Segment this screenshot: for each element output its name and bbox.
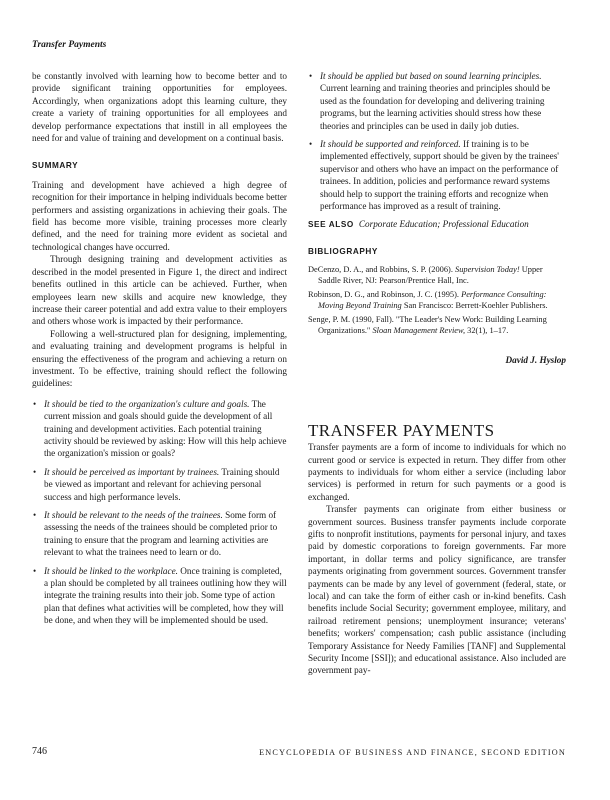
article-title: TRANSFER PAYMENTS: [308, 420, 495, 440]
bib-author: Robinson, D. G., and Robinson, J. C. (1995).: [308, 290, 462, 300]
guideline-item: [32, 466, 287, 503]
summary-paragraph-1: Training and development have achieved a high degree of recognition for their importance in helping individuals become better performers and assisting organizations in achieving their goals. The field has become more visible, training processes more clearly defined, and the need for training more evident as societal and technological changes have occurred.: [32, 179, 287, 252]
summary-paragraph-2: Through designing training and development activities as described in the model presented in Figure 1, the direct and indirect benefits outlined in this article can be achieved. Further, when employees learn new skills and acquire new knowledge, they increase their career potential and add extra value to their employers and others whose work is impacted by their performance.: [32, 254, 287, 327]
bib-title: Performance Consulting: Moving Beyond Training: [318, 290, 547, 311]
guideline-lead: It should be applied but based on sound learning principles.: [320, 71, 542, 81]
bib-title: Supervision Today!: [455, 265, 520, 275]
see-also-refs[interactable]: Corporate Education; Professional Education: [358, 219, 529, 230]
bib-title: Sloan Management Review,: [372, 326, 466, 336]
guideline-item: [32, 398, 287, 460]
guideline-text: If training is to be implemented effectively, support should be given by the trainees' supervisor and others who have an impact on the performance of trainees. In addition, policies and performance reward systems should help to support the training efforts and recognize when performance has improved as a result of training.: [320, 139, 559, 212]
page-number: 746: [32, 746, 47, 757]
guideline-item: [32, 509, 287, 559]
guidelines-list-right: [308, 70, 566, 212]
bib-publisher: Upper Saddle River, NJ: Pearson/Prentice Hall, Inc.: [318, 265, 543, 286]
author-signature: David J. Hyslop: [505, 355, 566, 366]
running-head: Transfer Payments: [32, 40, 107, 50]
guidelines-list-left: [32, 398, 287, 627]
article-paragraph-2: Transfer payments can originate from either business or government sources. Business transfer payments include corporate gifts to nonprofit institutions, payments for personal injury, and taxes paid by domestic corporations to foreign governments. Far more important, in dollar terms and policy significance, are transfer payments originating from government sources. Government transfer payments can be made by any level of government (federal, state, or local) and can take the form of either cash or in-kind benefits. Cash benefits include Social Security; government employee, military, and railroad retirement pensions; unemployment insurance; veterans' benefits; workers' compensation; cash public assistance (including Temporary Assistance for Needy Families [TANF] and Supplemental Security Income [SSI]); and educational assistance. Also included are government pay-: [308, 504, 566, 676]
guideline-text: The current mission and goals should guide the development of all training and development activities. Each potential training activity should be reviewed by asking: How will this help achieve the organization's mission or goals?: [44, 398, 287, 459]
guideline-item: [308, 138, 566, 212]
guideline-text: Some form of assessing the needs of the trainees should be completed prior to training to ensure that the program and learning activities are relevant to what the trainees need to learn or do.: [44, 510, 278, 558]
bib-author: DeCenzo, D. A., and Robbins, S. P. (2006).: [308, 265, 456, 275]
bibliography-entry: [308, 264, 566, 286]
book-title: ENCYCLOPEDIA OF BUSINESS AND FINANCE, SECOND EDITION: [259, 748, 566, 757]
right-column: [308, 70, 566, 677]
guideline-lead: It should be linked to the workplace.: [44, 565, 178, 576]
guideline-item: [308, 70, 566, 132]
guideline-text: Training should be viewed as important and relevant for achieving personal success and high performance levels.: [44, 466, 280, 502]
bibliography-heading: BIBLIOGRAPHY: [308, 246, 378, 256]
guideline-lead: It should be perceived as important by trainees.: [44, 466, 220, 477]
bib-publisher: San Francisco: Berrett-Koehler Publishers.: [401, 301, 548, 311]
intro-paragraph: be constantly involved with learning how to become better and to provide significant training opportunities for employees. Accordingly, when organizations adopt this learning culture, they create a variety of training opportunities for all employees and develop performance expectations that instill in all employees the need for and value of training and development on a continual basis.: [32, 71, 287, 144]
guideline-item: [32, 565, 287, 627]
guideline-lead: It should be supported and reinforced.: [320, 139, 461, 150]
bib-publisher: 32(1), 1–17.: [465, 326, 509, 336]
bibliography-entry: [308, 314, 566, 336]
guideline-text: Current learning and training theories and principles should be used as the foundation for developing and delivering training programs, but the learning activities should stress how these theories and principles can be used in daily job duties.: [320, 83, 551, 131]
guideline-text: Once training is completed, a plan should be completed by all trainees outlining how they will integrate the training results into their job. Some type of action plan that defines what activities will be completed, how they will be done, and when they will be implemented should be used.: [44, 565, 287, 626]
summary-paragraph-3: Following a well-structured plan for designing, implementing, and evaluating training and development programs is helpful in ensuring the effectiveness of the program and achieving a return on investment. To be effective, training should reflect the following guidelines:: [32, 328, 287, 389]
guideline-lead: It should be tied to the organization's culture and goals.: [44, 398, 250, 409]
see-also-label: SEE ALSO: [308, 220, 354, 230]
article-paragraph-1: Transfer payments are a form of income to individuals for which no current good or service is expected in return. They differ from other payments to individuals for whom either a service (including labor services) is performed in return for such payments or a good is exchanged.: [308, 442, 566, 502]
bibliography-entry: [308, 289, 566, 311]
summary-heading: SUMMARY: [32, 161, 79, 171]
left-column: [32, 70, 287, 633]
see-also: [308, 218, 566, 231]
bib-author: Senge, P. M. (1990, Fall). "The Leader's New Work: Building Learning Organizations.": [308, 315, 547, 336]
guideline-lead: It should be relevant to the needs of the trainees.: [44, 510, 223, 520]
